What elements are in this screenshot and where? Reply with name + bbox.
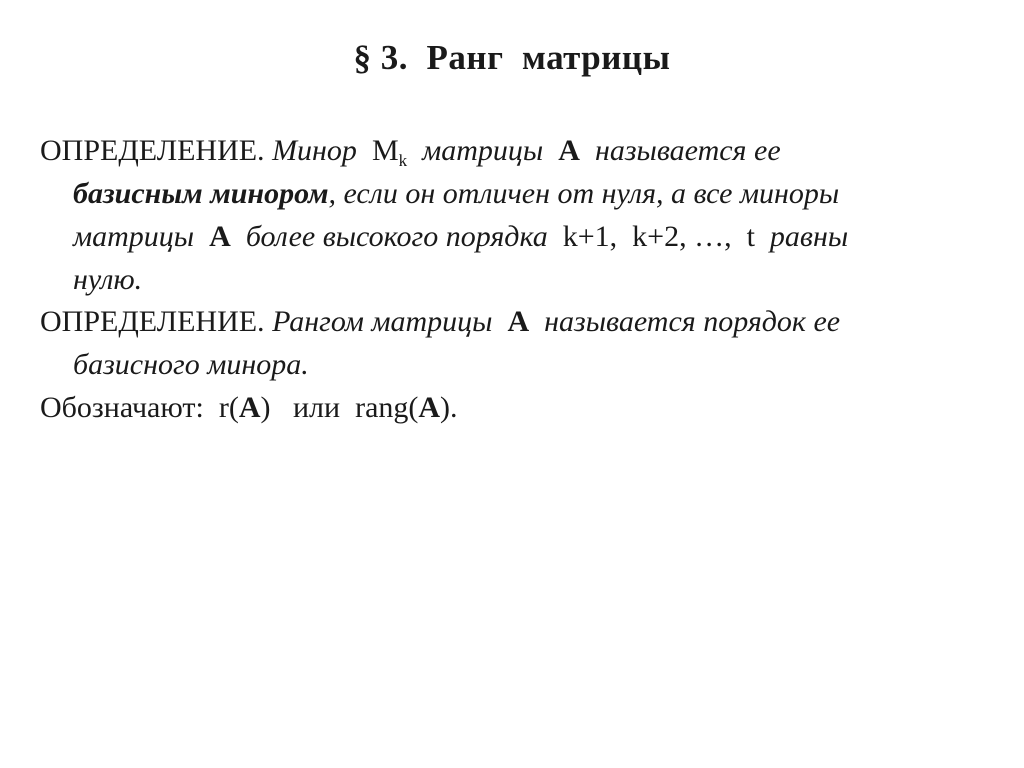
- matrix-letter: A: [558, 134, 580, 167]
- def2-label: ОПРЕДЕЛЕНИЕ.: [40, 305, 265, 338]
- definition-basis-minor: [40, 129, 990, 301]
- matrix-letter: A: [209, 220, 231, 253]
- orders-list: k+1, k+2, …, t: [562, 220, 755, 253]
- notation-line: Обозначают: r(A) или rang(A).: [40, 391, 458, 424]
- definition-rank: [40, 300, 990, 386]
- term-basis-minor: базисным минором: [73, 177, 329, 210]
- notation-r: r(A): [218, 391, 271, 424]
- def1-line-1: ОПРЕДЕЛЕНИЕ. Минор $M_k$ матрицы A называется ее: [40, 134, 781, 170]
- notation-rang: rang(A).: [355, 391, 458, 424]
- def1-line-2: базисным минором, если он отличен от нуля, а все миноры: [73, 177, 840, 210]
- def2-line-1: ОПРЕДЕЛЕНИЕ. Рангом матрицы A называется порядок ее: [40, 305, 841, 338]
- minor-symbol: $M_k$: [371, 134, 408, 170]
- def1-line-4: нулю.: [73, 263, 143, 296]
- matrix-letter: A: [507, 305, 530, 338]
- slide-title: § 3. Ранг матрицы: [353, 38, 671, 77]
- def1-line-3: матрицы A более высокого порядка k+1, k+2, …, t равны: [73, 220, 849, 253]
- def2-line-2: базисного минора.: [73, 348, 309, 381]
- def1-label: ОПРЕДЕЛЕНИЕ.: [40, 134, 265, 167]
